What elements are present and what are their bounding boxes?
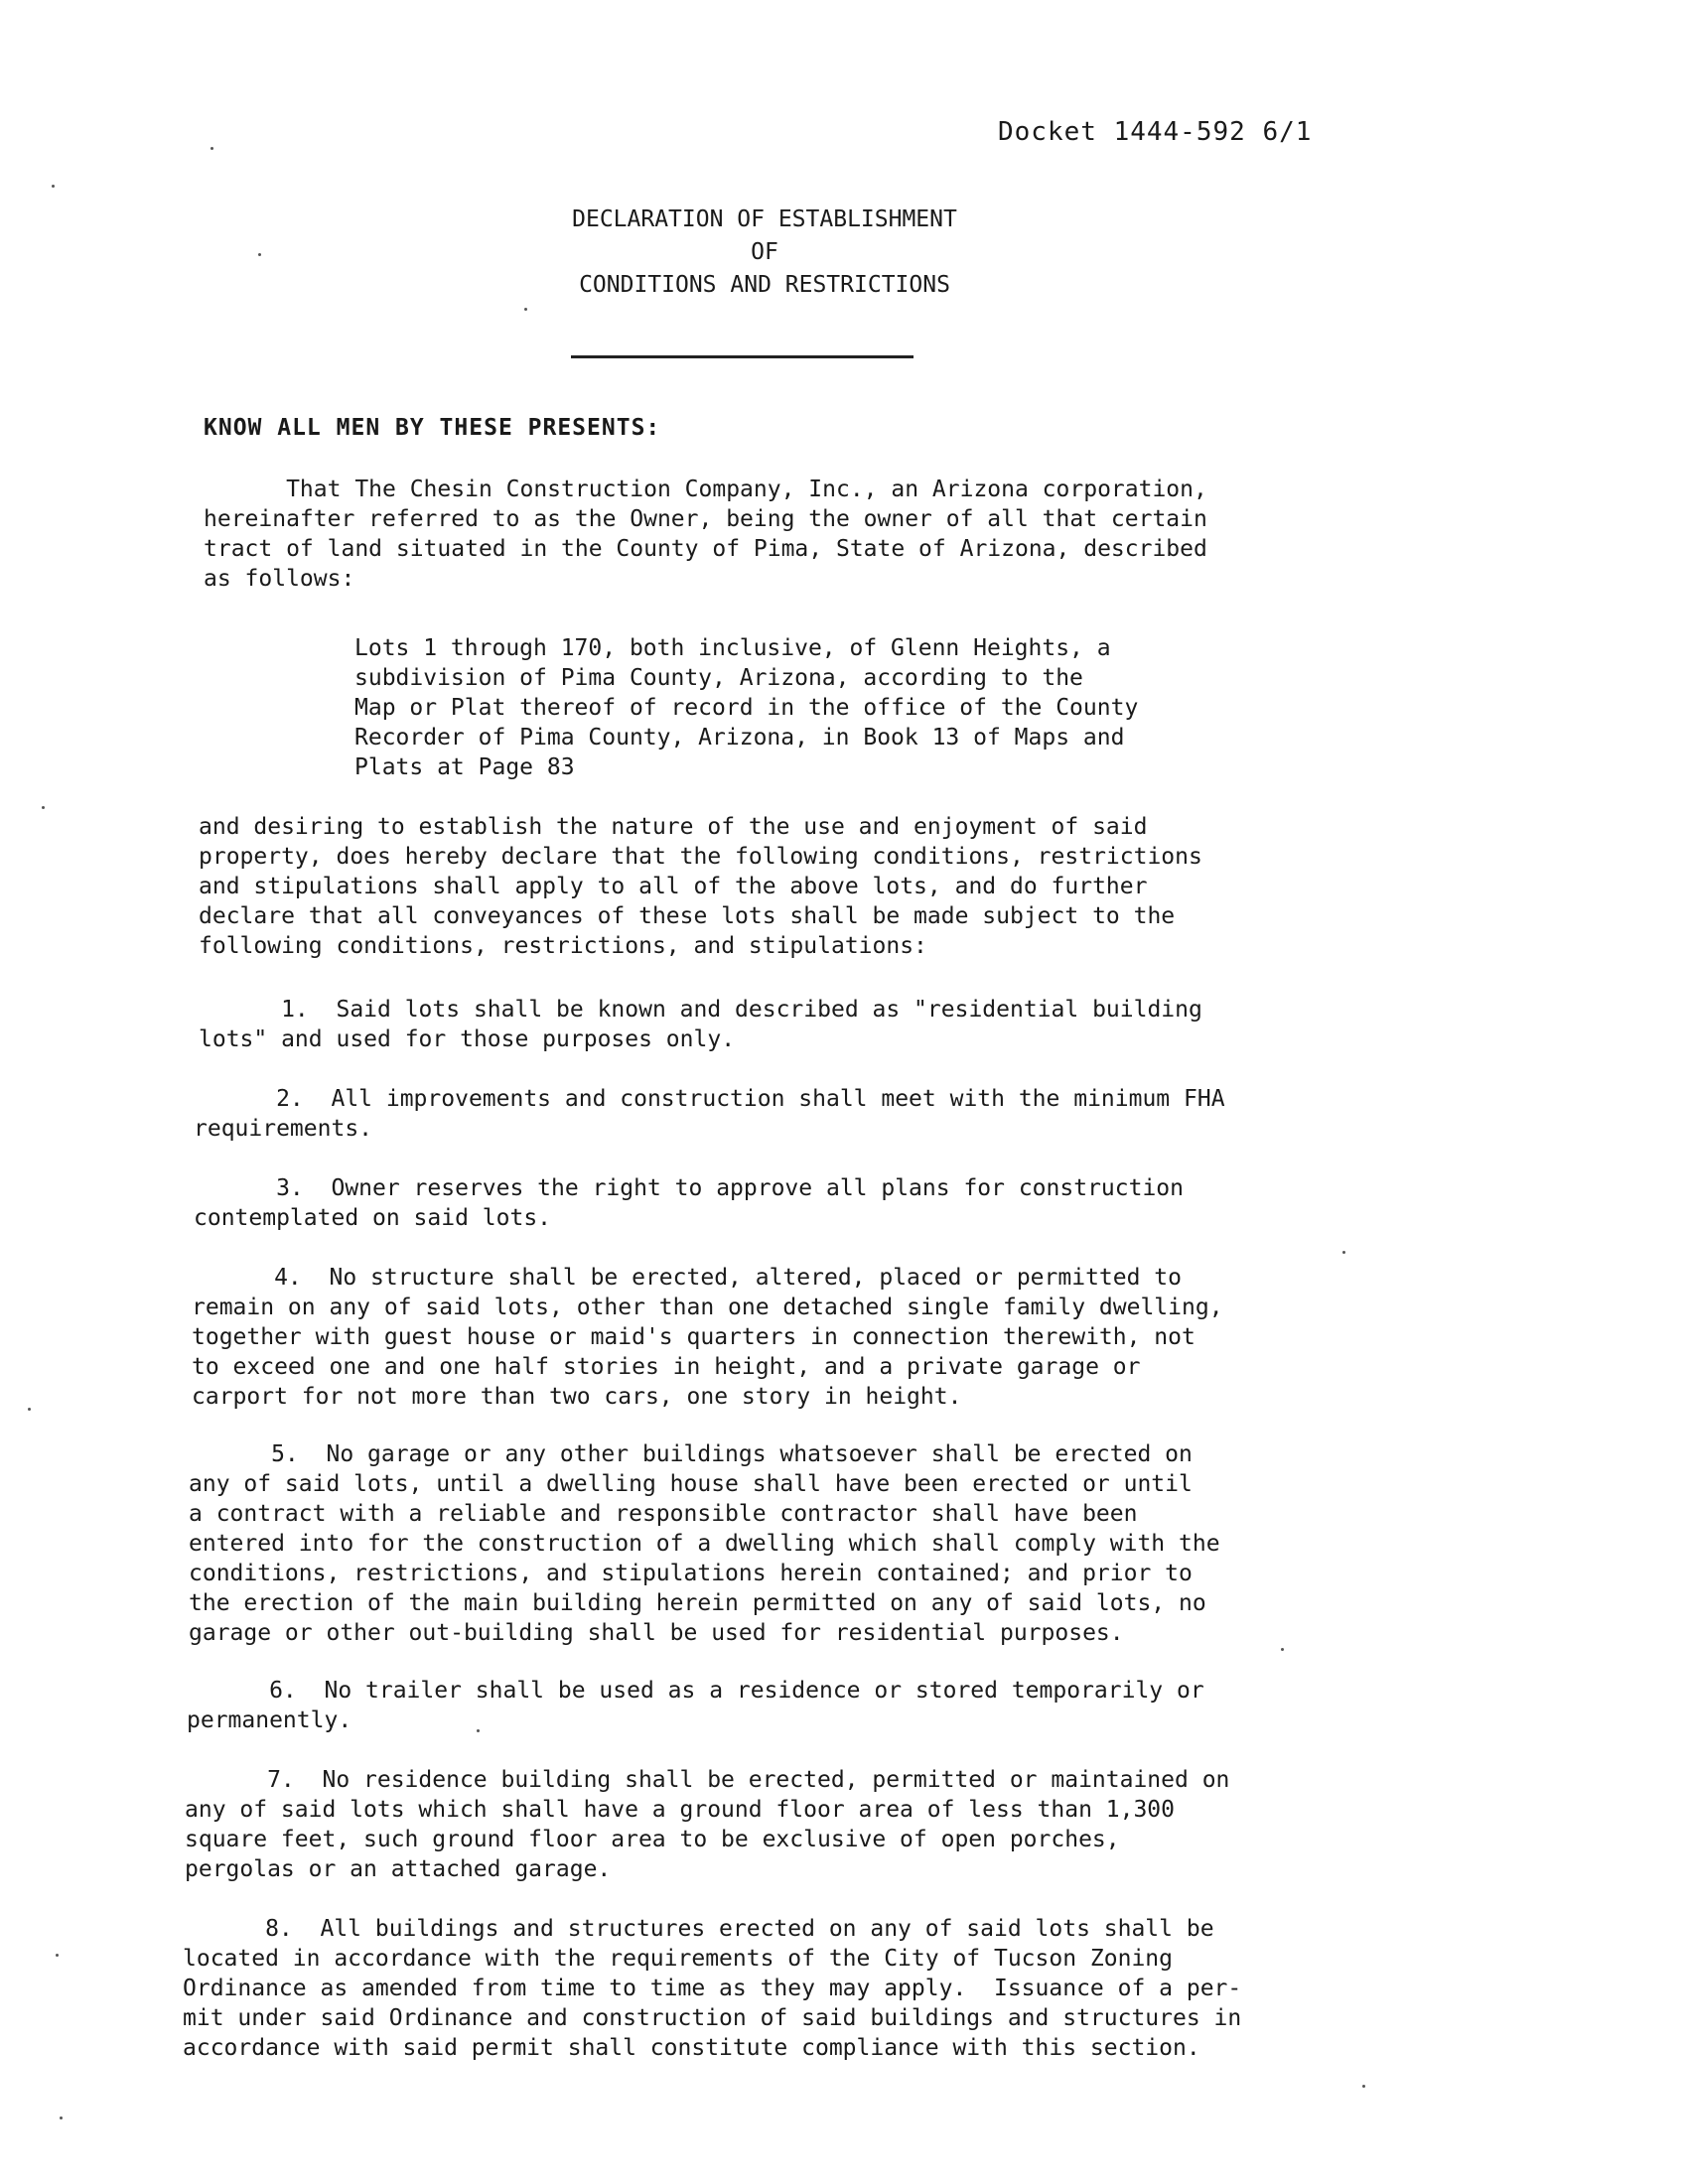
title-line-2: OF bbox=[751, 239, 778, 265]
title-underline bbox=[571, 355, 914, 358]
restriction-item-5: 5. No garage or any other buildings whatsoever shall be erected on any of said lots, until a dwelling house shall have been erected or until a contract with a reliable and responsible contractor shall have been entered into for the construction of a dwelling which shall comply with the conditions, restrictions, and stipulations herein contained; and prior to the erection of the main building herein permitted on any of said lots, no garage or other out-building shall be used for residential purposes. bbox=[189, 1441, 1220, 1646]
legal-description: Lots 1 through 170, both inclusive, of Glenn Heights, a subdivision of Pima County, Arizona, according to the Map or Plat thereof of record in the office of the County Recorder of Pima County, Arizona, in Book 13 of Maps and Plats at Page 83 bbox=[354, 635, 1139, 780]
scan-speck bbox=[42, 806, 45, 809]
restriction-item-8: 8. All buildings and structures erected on any of said lots shall be located in accordance with the requirements of the City of Tucson Zoning Ordinance as amended from time to time as they may apply. Issuance of a per- mit under said Ordinance and construction of said buildings and structures in accordance with said permit shall constitute compliance with this section. bbox=[183, 1916, 1242, 2061]
title-line-1: DECLARATION OF ESTABLISHMENT bbox=[572, 206, 957, 232]
scan-speck bbox=[56, 1954, 59, 1957]
scan-speck bbox=[28, 1408, 31, 1411]
restriction-item-2: 2. All improvements and construction shall meet with the minimum FHA requirements. bbox=[194, 1086, 1225, 1142]
restriction-item-1: 1. Said lots shall be known and described as "residential building lots" and used for those purposes only. bbox=[199, 997, 1202, 1052]
scan-speck bbox=[211, 147, 213, 150]
restriction-item-7: 7. No residence building shall be erected, permitted or maintained on any of said lots which shall have a ground floor area of less than 1,300 square feet, such ground floor area to be exclusive of open porches, pergolas or an attached garage. bbox=[185, 1767, 1230, 1882]
scan-speck bbox=[1362, 2085, 1365, 2088]
scan-speck bbox=[52, 185, 55, 188]
salutation: KNOW ALL MEN BY THESE PRESENTS: bbox=[204, 415, 661, 441]
scan-speck bbox=[477, 1729, 480, 1732]
restriction-item-3: 3. Owner reserves the right to approve all plans for construction contemplated on said lots. bbox=[194, 1175, 1184, 1231]
scan-speck bbox=[60, 2116, 63, 2119]
scan-speck bbox=[258, 253, 261, 256]
document-title bbox=[536, 204, 993, 302]
restriction-item-4: 4. No structure shall be erected, altered, placed or permitted to remain on any of said lots, other than one detached single family dwelling, together with guest house or maid's quarters in connection therewith, not to exceed one and one half stories in height, and a private garage or carport for not more than two cars, one story in height. bbox=[192, 1265, 1223, 1410]
scan-speck bbox=[1281, 1648, 1284, 1651]
intro-paragraph: That The Chesin Construction Company, Inc., an Arizona corporation, hereinafter referred to as the Owner, being the owner of all that certain tract of land situated in the County of Pima, State of Arizona, described as follows: bbox=[204, 477, 1207, 592]
restriction-item-6: 6. No trailer shall be used as a residence or stored temporarily or permanently. bbox=[187, 1678, 1204, 1733]
declaration-paragraph: and desiring to establish the nature of the use and enjoyment of said property, does hereby declare that the following conditions, restrictions and stipulations shall apply to all of the above lots, and do further declare that all conveyances of these lots shall be made subject to the following conditions, restrictions, and stipulations: bbox=[199, 814, 1202, 959]
scan-speck bbox=[524, 308, 527, 311]
docket-number: Docket 1444-592 6/1 bbox=[998, 117, 1313, 147]
scan-speck bbox=[1342, 1251, 1345, 1254]
title-line-3: CONDITIONS AND RESTRICTIONS bbox=[579, 272, 950, 298]
